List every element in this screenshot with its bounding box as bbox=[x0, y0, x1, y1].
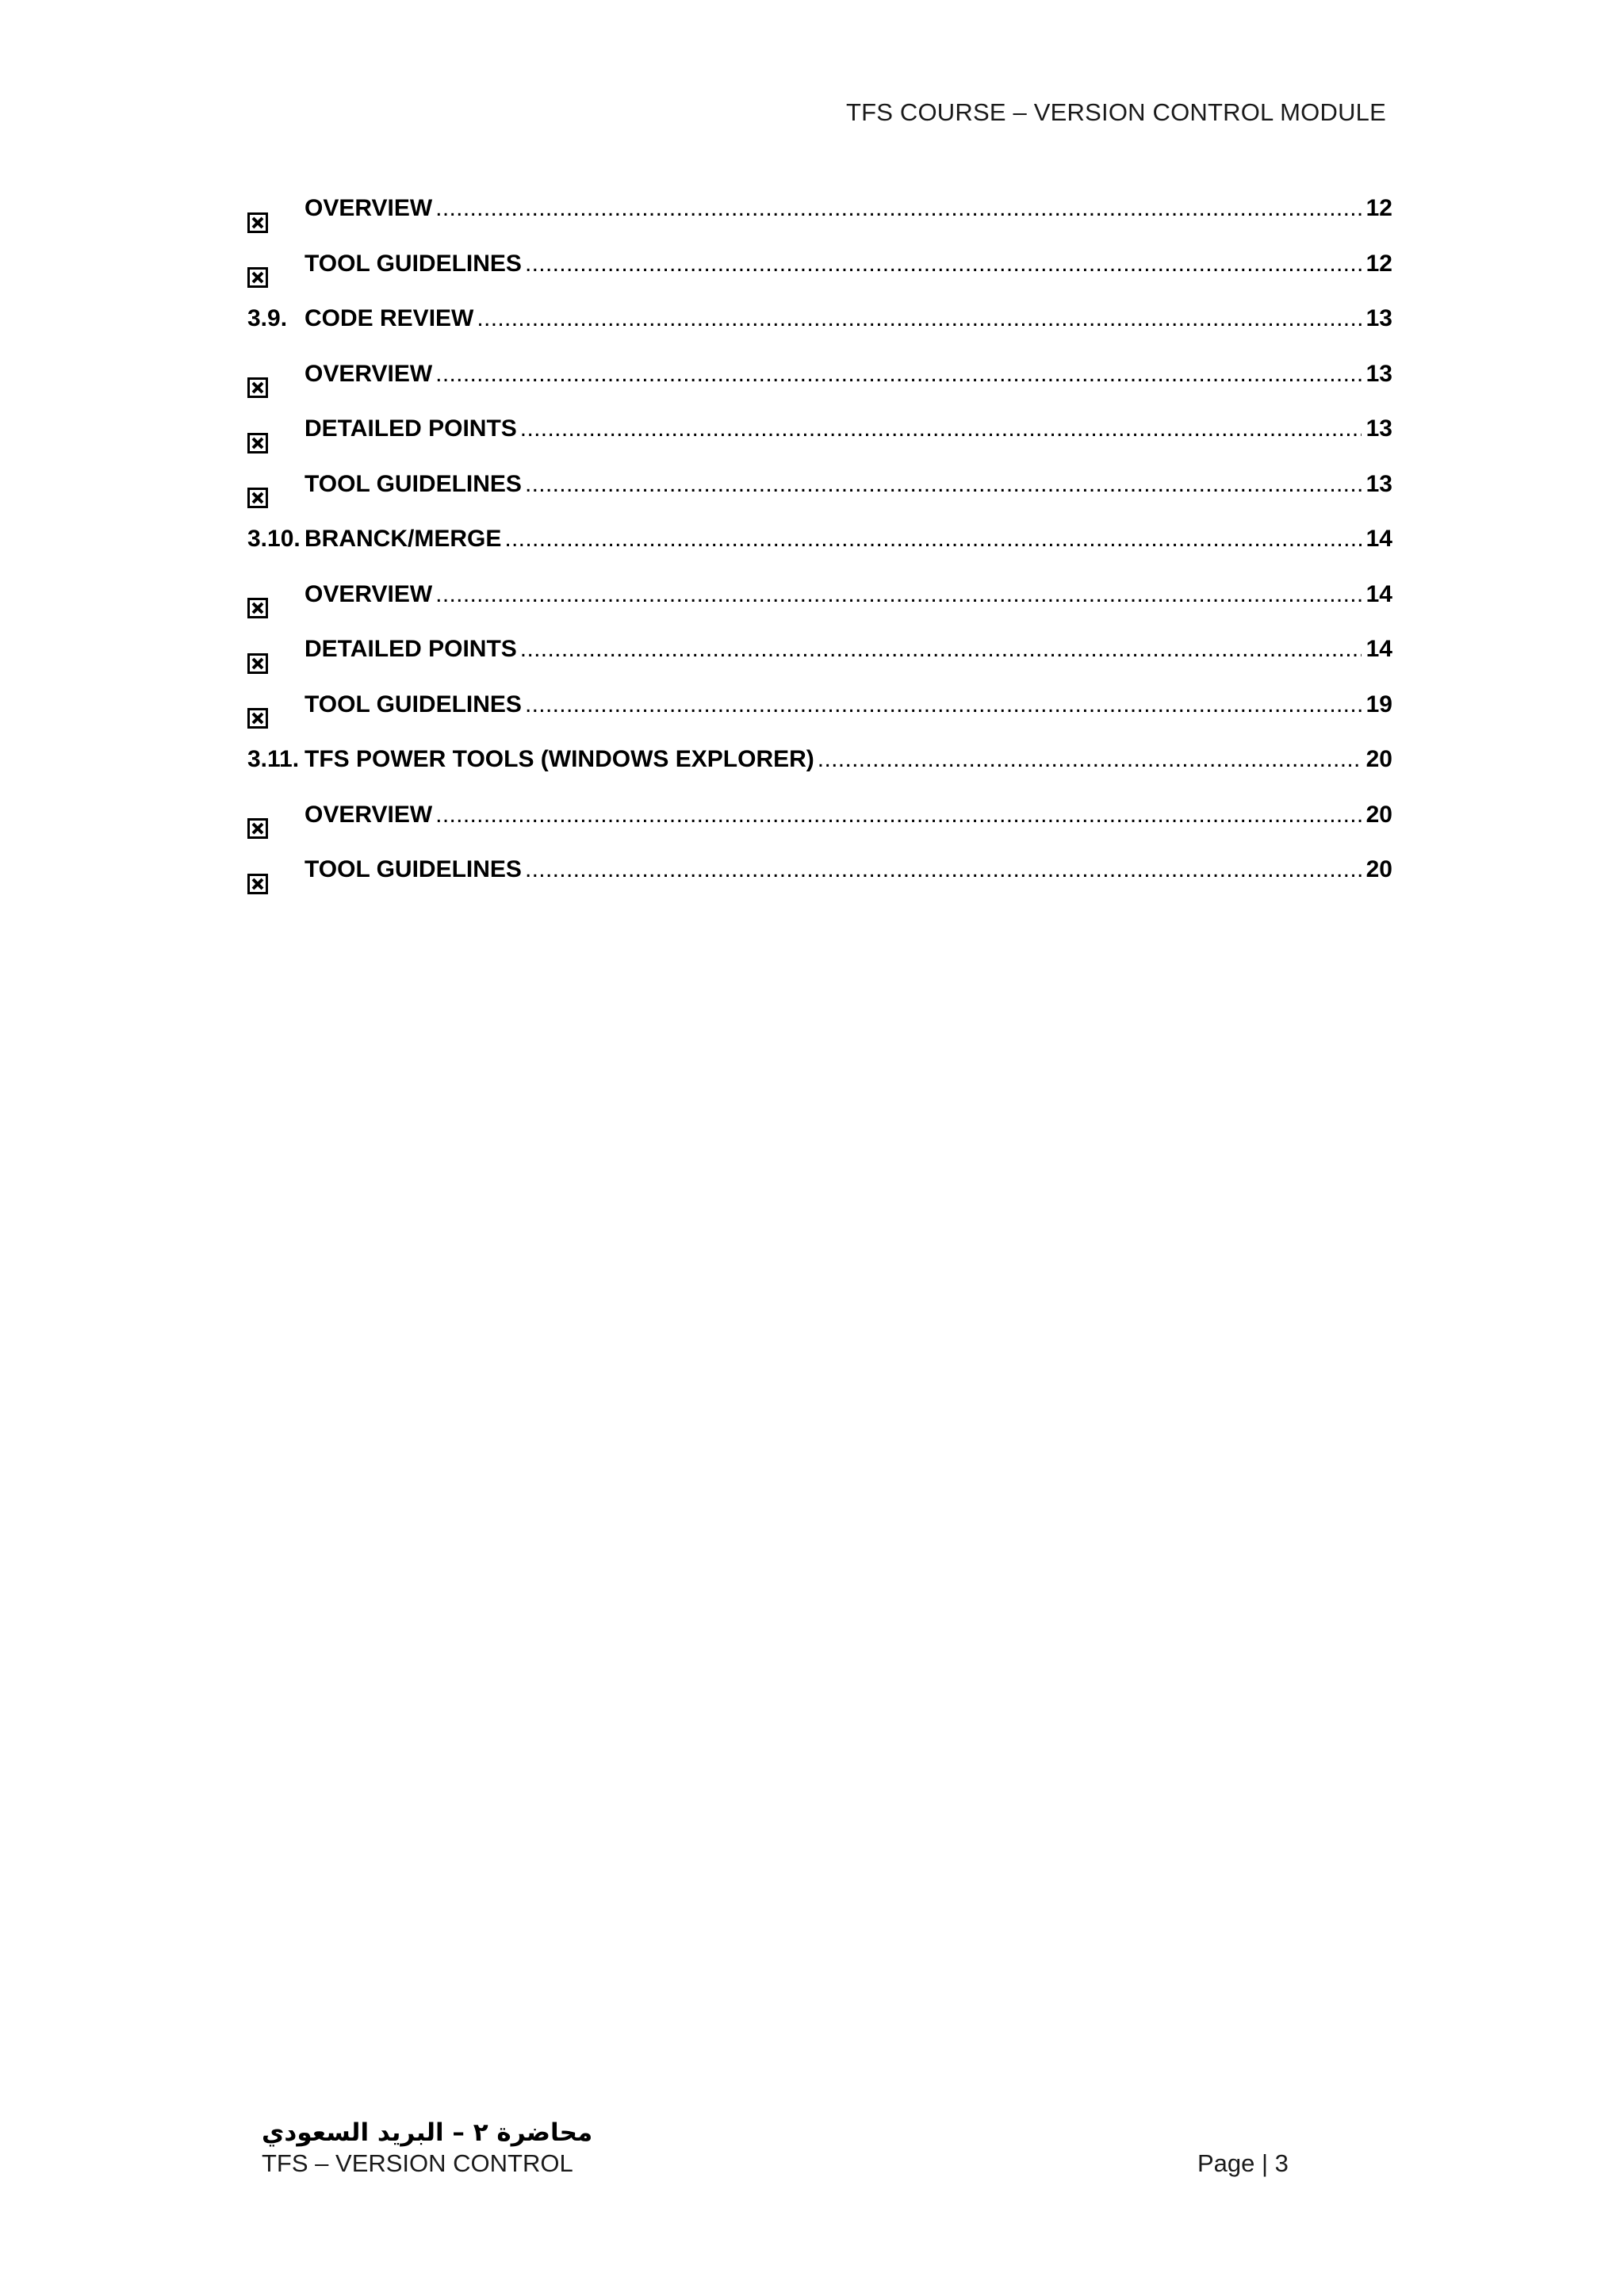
toc-entry[interactable] bbox=[247, 856, 1392, 912]
toc-section-number: 3.10. bbox=[247, 526, 301, 552]
checkbox-icon bbox=[247, 653, 304, 674]
dot-leader bbox=[520, 636, 1362, 663]
toc-entry-title: OVERVIEW bbox=[304, 195, 433, 221]
dot-leader bbox=[435, 361, 1361, 388]
dot-leader bbox=[504, 526, 1361, 553]
dot-leader bbox=[525, 471, 1362, 498]
toc-entry[interactable] bbox=[247, 526, 1392, 581]
toc-page-number: 13 bbox=[1365, 360, 1392, 387]
checkbox-icon bbox=[247, 598, 304, 618]
toc-entry-title: BRANCK/MERGE bbox=[304, 526, 502, 552]
table-of-contents bbox=[247, 195, 1392, 912]
toc-entry[interactable] bbox=[247, 802, 1392, 857]
dot-leader bbox=[525, 691, 1362, 718]
toc-page-number: 19 bbox=[1365, 691, 1392, 718]
toc-page-number: 12 bbox=[1365, 250, 1392, 277]
toc-page-number: 14 bbox=[1365, 526, 1392, 552]
checkbox-icon bbox=[247, 433, 304, 453]
footer-page-number: Page | 3 bbox=[1197, 2149, 1289, 2177]
dot-leader bbox=[435, 802, 1361, 828]
toc-entry-title: OVERVIEW bbox=[304, 801, 433, 828]
checkbox-icon bbox=[247, 377, 304, 398]
toc-page-number: 14 bbox=[1365, 580, 1392, 607]
toc-entry-title: DETAILED POINTS bbox=[304, 636, 517, 662]
toc-entry[interactable] bbox=[247, 251, 1392, 306]
checkbox-icon bbox=[247, 818, 304, 839]
toc-page-number: 20 bbox=[1365, 746, 1392, 772]
toc-page-number: 20 bbox=[1365, 856, 1392, 882]
footer-document-title: TFS – VERSION CONTROL bbox=[262, 2149, 573, 2177]
toc-page-number: 14 bbox=[1365, 636, 1392, 662]
checkbox-icon bbox=[247, 874, 304, 894]
toc-page-number: 12 bbox=[1365, 195, 1392, 221]
dot-leader bbox=[520, 415, 1362, 442]
toc-entry-title: OVERVIEW bbox=[304, 360, 433, 387]
toc-entry-title: TOOL GUIDELINES bbox=[304, 856, 522, 882]
toc-entry[interactable] bbox=[247, 195, 1392, 251]
toc-entry-title: TFS POWER TOOLS (WINDOWS EXPLORER) bbox=[304, 746, 814, 772]
toc-entry-title: TOOL GUIDELINES bbox=[304, 250, 522, 277]
toc-entry[interactable] bbox=[247, 415, 1392, 471]
checkbox-icon bbox=[247, 488, 304, 508]
dot-leader bbox=[818, 746, 1362, 773]
toc-entry[interactable] bbox=[247, 691, 1392, 747]
toc-entry-title: DETAILED POINTS bbox=[304, 415, 517, 442]
toc-entry[interactable] bbox=[247, 636, 1392, 691]
toc-page-number: 13 bbox=[1365, 415, 1392, 442]
toc-section-number: 3.9. bbox=[247, 305, 288, 331]
toc-entry[interactable] bbox=[247, 361, 1392, 416]
toc-entry[interactable] bbox=[247, 471, 1392, 526]
dot-leader bbox=[435, 195, 1361, 222]
dot-leader bbox=[477, 305, 1361, 332]
toc-entry[interactable] bbox=[247, 305, 1392, 361]
toc-page-number: 13 bbox=[1365, 305, 1392, 331]
checkbox-icon bbox=[247, 212, 304, 233]
page-header: TFS COURSE – VERSION CONTROL MODULE bbox=[845, 98, 1386, 126]
checkbox-icon bbox=[247, 708, 304, 729]
dot-leader bbox=[525, 251, 1362, 277]
toc-entry[interactable] bbox=[247, 746, 1392, 802]
toc-page-number: 13 bbox=[1365, 470, 1392, 497]
checkbox-icon bbox=[247, 267, 304, 288]
footer-arabic-line: محاضرة ٢ – البريد السعودي bbox=[262, 2118, 593, 2147]
toc-page-number: 20 bbox=[1365, 801, 1392, 828]
dot-leader bbox=[435, 581, 1361, 608]
toc-entry-title: TOOL GUIDELINES bbox=[304, 691, 522, 718]
dot-leader bbox=[525, 856, 1362, 883]
toc-entry[interactable] bbox=[247, 581, 1392, 637]
toc-entry-title: CODE REVIEW bbox=[304, 305, 474, 331]
toc-entry-title: OVERVIEW bbox=[304, 580, 433, 607]
toc-section-number: 3.11. bbox=[247, 746, 300, 772]
toc-entry-title: TOOL GUIDELINES bbox=[304, 470, 522, 497]
